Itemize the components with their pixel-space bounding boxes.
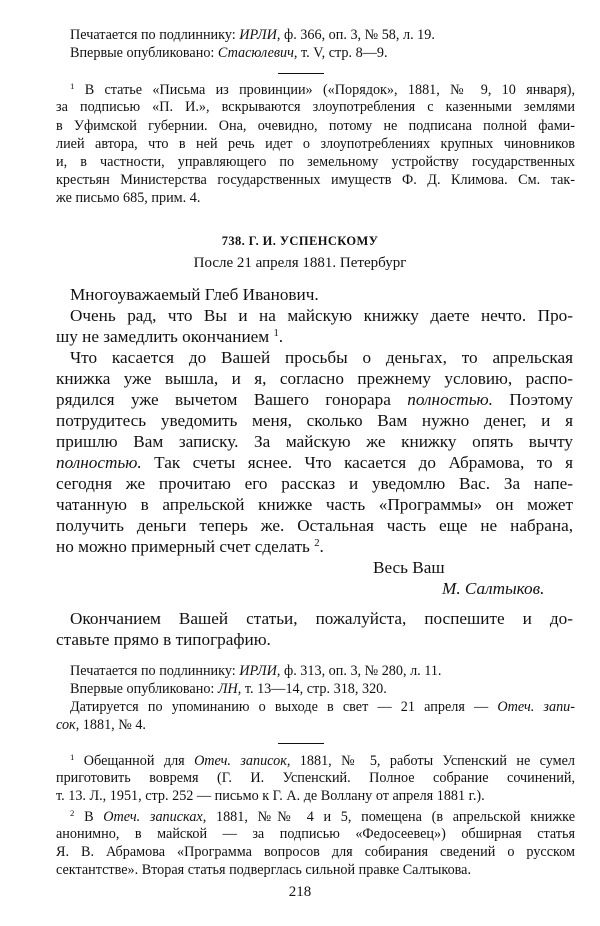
bottom-footnote-line: анонимно, в майской — за подписью «Федосеевец») обширная статья	[56, 826, 575, 843]
text: , ф. 366, оп. 3, № 58, л. 19.	[276, 26, 435, 43]
letter-line: книжка уже вышла, и я, согласно прежнему условию, распо-	[56, 368, 573, 388]
emphasis: полностью.	[56, 452, 142, 472]
footnote-marker: 1	[70, 751, 75, 762]
bottom-footnote-line: Я. В. Абрамова «Программа вопросов для собирания сведений о русском	[56, 844, 575, 861]
letter-line	[56, 537, 324, 557]
footnote-ref: 2	[314, 537, 320, 549]
bottom-source-line	[70, 663, 441, 680]
letter-line: пришлю Вам записку. За майскую же книжку опять вычту	[56, 431, 573, 451]
text: но можно примерный счет сделать	[56, 536, 310, 556]
publication-name: ЛН	[217, 680, 238, 697]
letter-dateline: После 21 апреля 1881. Петербург	[193, 255, 407, 271]
text: Поэтому	[492, 389, 573, 409]
text: .	[278, 326, 284, 346]
top-footnote-line: лией автора, что в ней речь идет о злоупотреблениях крупных чиновников	[56, 135, 575, 152]
text: шу не замедлить окончанием	[56, 326, 270, 346]
bottom-footnote-line	[70, 752, 575, 770]
text: , 1881, № 5, работы Успенский не сумел	[286, 752, 576, 769]
footnote-marker: 2	[70, 807, 75, 818]
text: Впервые опубликовано:	[70, 680, 218, 697]
signature	[442, 579, 544, 599]
letter-line	[56, 390, 573, 410]
bottom-source-line	[56, 717, 146, 734]
letter-line: Что касается до Вашей просьбы о деньгах, то апрельская	[70, 347, 573, 367]
letter-line: чатанную в апрельской книжке часть «Программы» он может	[56, 494, 573, 514]
bottom-footnote-line: сектантстве». Вторая статья подверглась сильной правке Салтыкова.	[56, 862, 472, 879]
letter-line	[56, 453, 573, 473]
letter-line: Очень рад, что Вы и на майскую книжку даете нечто. Про-	[70, 305, 573, 325]
top-footnote-line: же письмо 685, прим. 4.	[56, 190, 201, 206]
bottom-footnote-line: т. 13. Л., 1951, стр. 252 — письмо к Г. А. де Воллану от апреля 1881 г.).	[56, 787, 485, 804]
text: Так счеты яснее. Что касается до Абрамова, то я	[141, 452, 573, 472]
emphasis: Отеч. запи-	[497, 699, 575, 716]
top-footnote-line: за подписью «П. И.», вскрываются злоупотребления с казенными землями	[56, 99, 575, 116]
footnote-divider	[278, 743, 324, 744]
bottom-source-line	[70, 681, 387, 698]
text: Печатается по подлиннику:	[70, 26, 240, 43]
top-footnote-line: и, в частности, управляющего по земельному устройству государственных	[56, 153, 575, 170]
page-number: 218	[288, 884, 312, 901]
bottom-footnote-line	[70, 808, 575, 826]
footnote-ref: 1	[273, 327, 279, 339]
top-footnote-line: крестьян Министерства государственных имуществ Ф. Д. Климова. См. так-	[56, 171, 575, 188]
postscript-line: Окончанием Вашей статьи, пожалуйста, поспешите и до-	[70, 609, 573, 629]
bottom-footnote-line: приготовить вовремя (Г. И. Успенский. Полное собрание сочинений,	[56, 769, 575, 786]
text: Печатается по подлиннику:	[70, 662, 240, 679]
text: В статье «Письма из провинции» («Порядок», 1881, № 9, 10 января),	[84, 82, 576, 99]
publication-name: Стасюлевич	[217, 44, 294, 61]
text: , ф. 313, оп. 3, № 280, л. 11.	[276, 662, 442, 679]
emphasis: сок	[56, 717, 76, 734]
text: , 1881, № 4.	[75, 717, 146, 734]
footnote-marker: 1	[70, 81, 75, 92]
footnote-divider	[278, 73, 324, 74]
text: рядился уже вычетом Вашего гонорара	[56, 389, 408, 409]
text: Датируется по упоминанию о выходе в свет — 21 апреля —	[70, 699, 498, 716]
emphasis: Отеч. записках	[103, 808, 203, 825]
letter-line: потрудитесь уведомить меня, сколько Вам нужно денег, и я	[56, 410, 573, 430]
top-source-line-1	[70, 27, 435, 44]
letter-line: получить деньги теперь же. Остальная часть еще не набрана,	[56, 515, 573, 535]
postscript-line: ставьте прямо в типографию.	[56, 630, 271, 650]
archive-name: ИРЛИ	[239, 26, 277, 43]
text: , 1881, №№ 4 и 5, помещена (в апрельской книжке	[202, 808, 576, 825]
letter-line: сегодня же прочитаю его рассказ и уведомлю Вас. За напе-	[56, 473, 573, 493]
top-source-line-2	[70, 45, 388, 62]
letter-heading: 738. Г. И. УСПЕНСКОМУ	[221, 234, 379, 248]
emphasis: Отеч. записок	[194, 752, 287, 769]
letter-line	[56, 327, 283, 347]
text: В	[84, 808, 104, 825]
top-footnote-line	[70, 81, 575, 99]
text: Обещанной для	[83, 752, 195, 769]
archive-name: ИРЛИ	[239, 662, 277, 679]
bottom-source-line	[70, 699, 575, 716]
emphasis: полностью.	[407, 389, 493, 409]
text: , т. 13—14, стр. 318, 320.	[237, 680, 387, 697]
top-footnote-line: в Уфимской губернии. Она, очевидно, потому не подписана полной фами-	[56, 117, 575, 134]
text: .	[319, 536, 324, 556]
closing: Весь Ваш	[373, 557, 445, 577]
text: Впервые опубликовано:	[70, 44, 218, 61]
text: , т. V, стр. 8—9.	[293, 44, 388, 61]
signature-text: М. Салтыков.	[442, 578, 545, 598]
salutation: Многоуважаемый Глеб Иванович.	[70, 284, 319, 304]
